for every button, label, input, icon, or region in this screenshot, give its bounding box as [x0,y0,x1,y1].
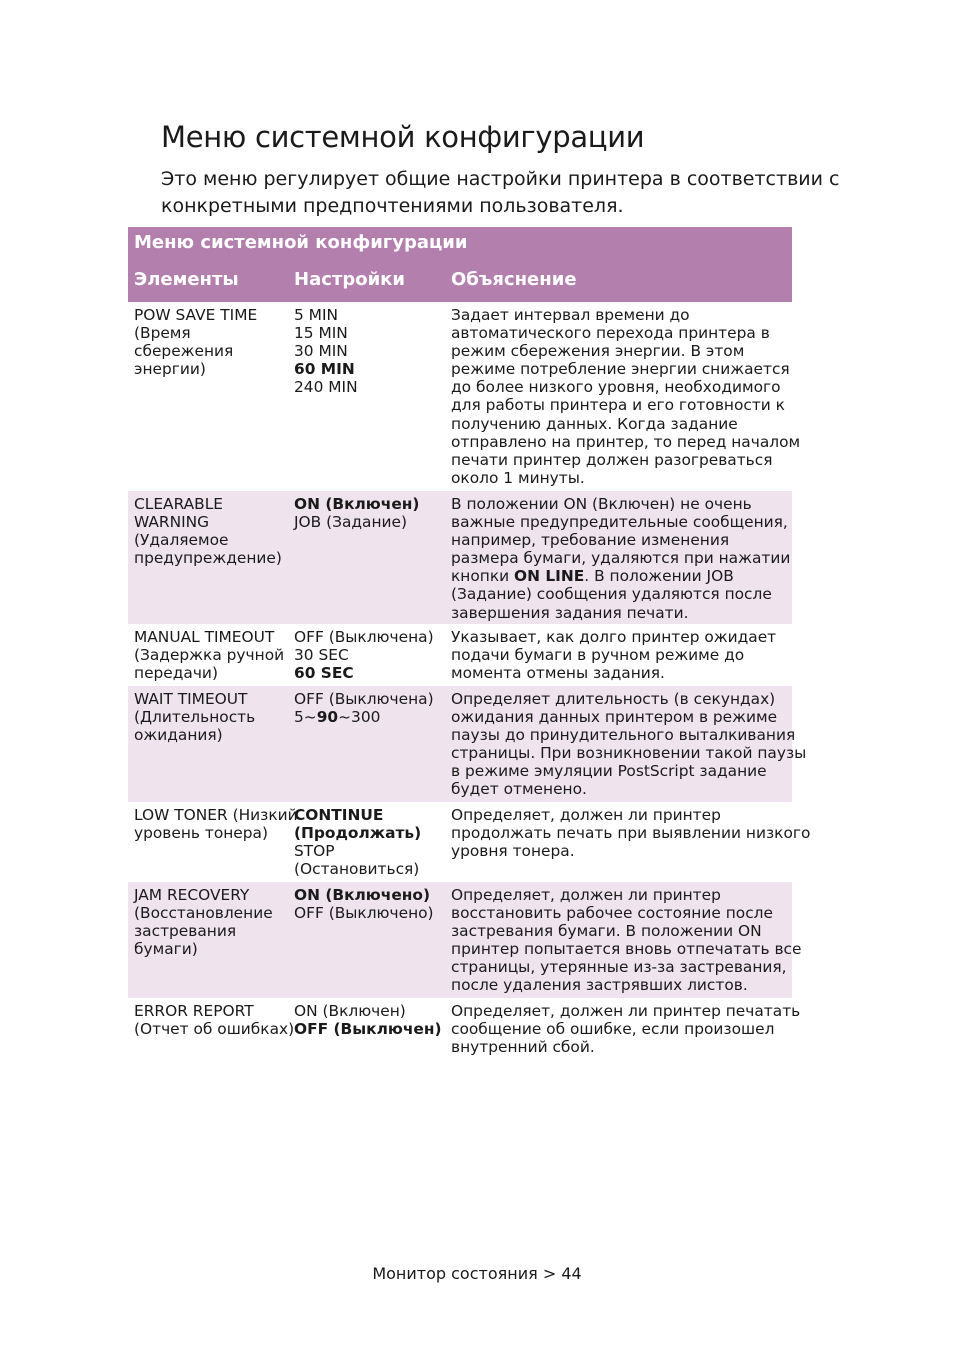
text-segment: важные предупредительные сообщения, [451,513,788,532]
table-row [128,802,811,882]
cell-item [134,806,298,843]
settings-line [294,646,448,664]
settings-line [294,342,448,360]
explanation-line [451,396,789,414]
item-line: энергии) [134,360,206,379]
item-line: WAIT TIMEOUT [134,690,248,708]
cell-settings [294,495,448,531]
text-segment: Определяет длительность (в секундах) [451,690,776,708]
text-segment: ~300 [338,708,381,727]
explanation-line [451,324,789,342]
explanation-line [451,513,789,531]
intro-line: Это меню регулирует общие настройки принтера в соответствии с [161,168,840,190]
explanation-line [451,886,789,904]
intro-paragraph [161,166,841,220]
text-segment: JOB (Задание) [294,513,408,532]
cell-item [134,495,292,567]
explanation-line [451,342,789,360]
settings-line [294,886,448,904]
text-segment: OFF (Выключена) [294,628,434,646]
settings-line [294,824,448,842]
cell-item [134,690,292,744]
cell-settings [294,690,448,726]
explanation-line [451,306,789,324]
text-segment: паузы до принудительного выталкивания [451,726,796,745]
explanation-line [451,744,807,763]
explanation-line [451,1020,789,1038]
text-segment: будет отменено. [451,780,587,799]
cell-settings [294,1002,448,1038]
explanation-line [451,806,789,824]
text-segment: ON (Включено) [294,886,431,904]
text-segment: В положении ON (Включен) не очень [451,495,752,513]
explanation-line [451,762,789,780]
cell-item [134,306,292,378]
text-segment: 240 MIN [294,378,358,397]
text-segment: ON LINE [514,567,585,586]
explanation-line [451,690,789,708]
text-segment: Определяет, должен ли принтер печатать [451,1002,801,1020]
settings-line [294,690,448,708]
settings-line [294,1020,448,1038]
text-segment: до более низкого уровня, необходимого [451,378,781,397]
explanation-line [451,922,789,940]
text-segment: уровня тонера. [451,842,575,861]
explanation-line [451,531,789,549]
settings-line [294,842,448,860]
text-segment: размера бумаги, удаляются при нажатии [451,549,791,568]
item-line: сбережения [134,342,234,361]
table-body [128,302,811,1058]
item-line: WARNING [134,513,210,532]
explanation-line [451,1002,801,1020]
text-segment: завершения задания печати. [451,603,689,622]
cell-settings [294,306,448,396]
item-line: бумаги) [134,940,198,959]
text-segment: подачи бумаги в ручном режиме до [451,646,745,665]
settings-line [294,513,448,531]
page-footer: Монитор состояния > 44 [372,1264,582,1283]
text-segment: 15 MIN [294,324,348,343]
text-segment: 90 [316,708,339,727]
header-explanation: Объяснение [451,269,577,290]
explanation-line [451,1038,789,1056]
settings-line [294,1002,448,1020]
page-title: Меню системной конфигурации [161,120,645,154]
text-segment: например, требование изменения [451,531,730,550]
item-line: CLEARABLE [134,495,224,513]
table-header [128,227,792,302]
text-segment: после удаления застрявших листов. [451,976,748,995]
settings-line [294,860,448,878]
cell-explanation [451,886,802,995]
text-segment: 60 MIN [294,360,355,379]
item-line: (Длительность [134,708,256,727]
text-segment: получению данных. Когда задание [451,414,738,433]
text-segment: восстановить рабочее состояние после [451,904,773,923]
settings-line [294,495,448,513]
text-segment: кнопки [451,567,515,586]
item-line: ERROR REPORT [134,1002,254,1020]
config-table [128,227,811,1058]
item-line: (Восстановление [134,904,273,923]
intro-line: конкретными предпочтениями пользователя. [161,195,624,217]
text-segment: режиме потребление энергии снижается [451,360,790,379]
cell-settings [294,886,448,922]
settings-line [294,360,448,378]
table-caption: Меню системной конфигурации [134,232,468,253]
text-segment: 30 MIN [294,342,348,361]
text-segment: OFF (Выключена) [294,690,434,708]
text-segment: STOP [294,842,335,861]
explanation-line [451,904,789,922]
explanation-line [451,628,789,646]
text-segment: 5 MIN [294,306,339,324]
text-segment: сообщение об ошибке, если произошел [451,1020,775,1039]
cell-explanation [451,690,807,799]
table-row [128,998,801,1058]
text-segment: продолжать печать при выявлении низкого [451,824,811,843]
settings-line [294,324,448,342]
item-line: (Задержка ручной [134,646,285,665]
explanation-line [451,432,801,451]
item-line: уровень тонера) [134,824,268,843]
text-segment: Задает интервал времени до [451,306,690,324]
text-segment: ON (Включен) [294,495,420,513]
item-line: MANUAL TIMEOUT [134,628,275,646]
text-segment: Определяет, должен ли принтер [451,806,721,824]
header-items: Элементы [134,269,239,290]
table-row [128,624,792,686]
text-segment: автоматического перехода принтера в [451,324,770,343]
settings-line [294,628,448,646]
text-segment: (Продолжать) [294,824,422,843]
text-segment: застревания бумаги. В положении ON [451,922,762,941]
cell-explanation [451,1002,801,1057]
text-segment: (Задание) сообщения удаляются после [451,585,772,604]
cell-explanation [451,306,801,487]
text-segment: Определяет, должен ли принтер [451,886,721,904]
item-line: POW SAVE TIME [134,306,258,324]
cell-explanation [451,806,811,861]
settings-line [294,904,448,922]
item-line: предупреждение) [134,549,282,568]
explanation-line [451,842,789,860]
text-segment: 5~ [294,708,317,727]
table-row [128,882,802,998]
text-segment: для работы принтера и его готовности к [451,396,785,415]
explanation-line [451,415,789,433]
explanation-line [451,360,789,378]
settings-line [294,708,448,726]
item-line: передачи) [134,664,218,683]
text-segment: страницы, утерянные из-за застревания, [451,958,787,977]
explanation-line [451,567,789,585]
text-segment: внутренний сбой. [451,1038,595,1057]
explanation-line [451,604,789,622]
item-line: JAM RECOVERY [134,886,250,904]
text-segment: ожидания данных принтером в режиме [451,708,778,727]
table-row [128,686,807,802]
explanation-line [451,585,789,603]
explanation-line [451,726,796,745]
item-line: (Удаляемое [134,531,229,550]
text-segment: отправлено на принтер, то перед началом [451,432,801,451]
text-segment: OFF (Выключено) [294,904,434,923]
item-line: застревания [134,922,237,941]
explanation-line [451,940,802,959]
text-segment: CONTINUE [294,806,384,824]
settings-line [294,664,448,682]
settings-line [294,378,448,396]
text-segment: около 1 минуты. [451,468,585,487]
explanation-line [451,958,789,976]
table-row [128,491,792,624]
explanation-line [451,378,789,396]
text-segment: момента отмены задания. [451,664,665,683]
cell-item [134,628,292,682]
settings-line [294,306,448,324]
text-segment: (Остановиться) [294,860,420,879]
explanation-line [451,976,789,994]
explanation-line [451,824,811,843]
cell-explanation [451,628,789,682]
settings-line [294,806,448,824]
item-line: (Время [134,324,191,343]
text-segment: OFF (Выключен) [294,1020,442,1039]
explanation-line [451,549,789,567]
explanation-line [451,664,789,682]
text-segment: . В положении JOB [584,567,734,586]
cell-settings [294,806,448,878]
text-segment: страницы. При возникновении такой паузы [451,744,807,763]
cell-explanation [451,495,789,622]
text-segment: печати принтер должен разогреваться [451,450,773,469]
explanation-line [451,451,789,469]
explanation-line [451,708,789,726]
explanation-line [451,780,789,798]
explanation-line [451,495,789,513]
text-segment: 60 SEC [294,664,354,683]
cell-item [134,886,292,958]
table-row [128,302,801,491]
text-segment: Указывает, как долго принтер ожидает [451,628,777,646]
cell-item [134,1002,295,1039]
text-segment: в режиме эмуляции PostScript задание [451,762,767,781]
text-segment: режим сбережения энергии. В этом [451,342,745,361]
text-segment: 30 SEC [294,646,349,665]
text-segment: ON (Включен) [294,1002,406,1020]
explanation-line [451,469,789,487]
item-line: (Отчет об ошибках) [134,1020,295,1039]
header-settings: Настройки [294,269,406,290]
cell-settings [294,628,448,682]
text-segment: принтер попытается вновь отпечатать все [451,940,802,959]
item-line: ожидания) [134,726,223,745]
item-line: LOW TONER (Низкий [134,806,298,824]
explanation-line [451,646,789,664]
